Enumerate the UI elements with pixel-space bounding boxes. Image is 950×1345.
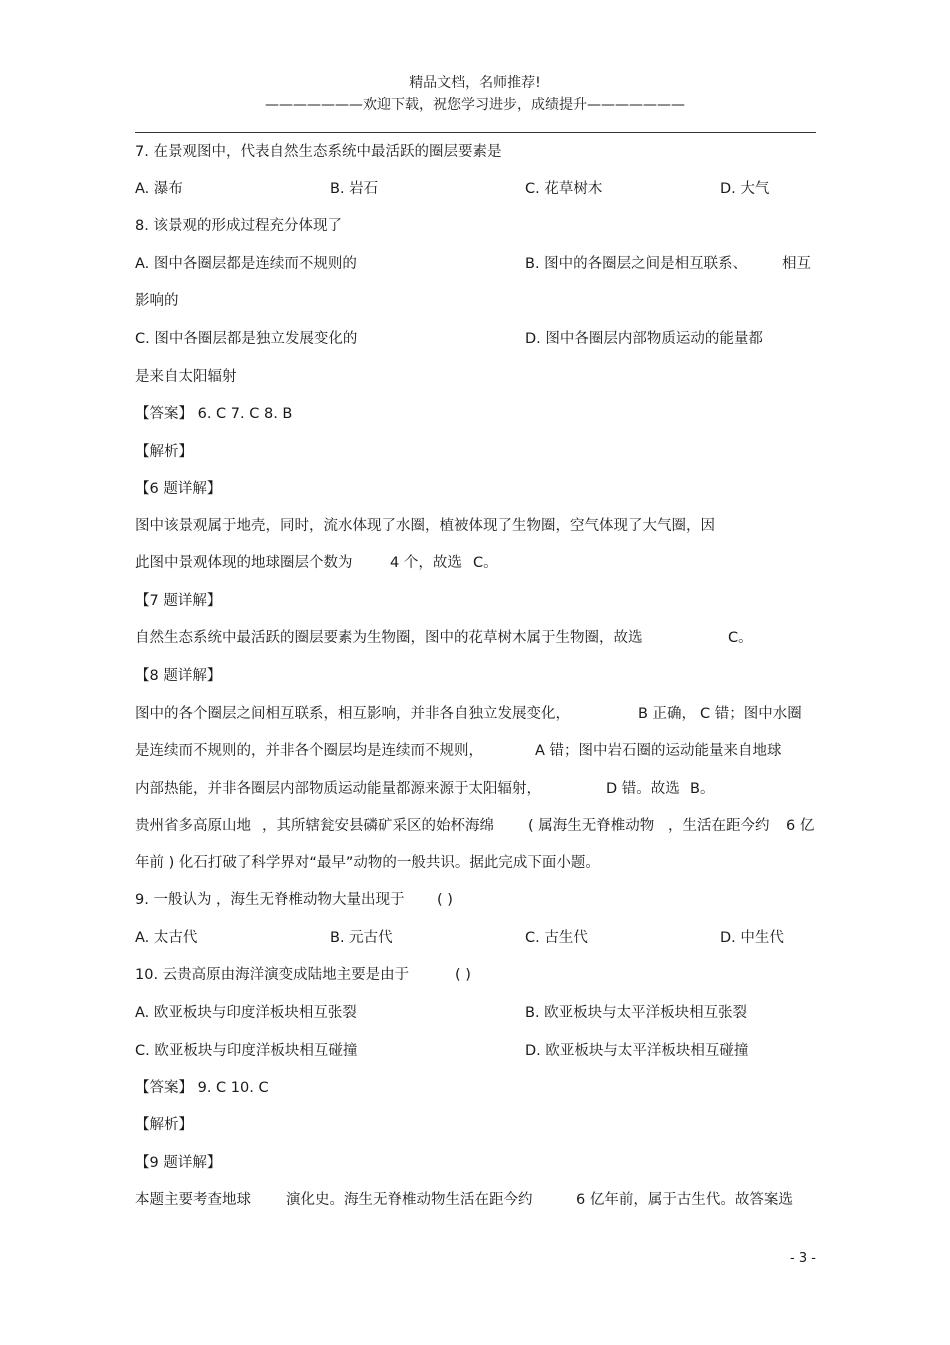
analysis-heading-2: 【解析】: [135, 1117, 193, 1133]
q10-option-d: D. 欧亚板块与太平洋板块相互碰撞: [525, 1043, 749, 1059]
q9-answer-blank: ( ): [437, 892, 453, 908]
detail-9-line1-c: 6 亿年前，属于古生代。故答案选: [576, 1192, 793, 1208]
detail-8-line1: 图中的各个圈层之间相互联系，相互影响，并非各自独立发展变化，: [135, 706, 570, 722]
passage-line1: 贵州省多高原山地: [135, 818, 251, 834]
q8-option-b-cont: 相互: [782, 256, 811, 272]
passage-line1-b: ，其所辖瓮安县磷矿采区的始杯海绵: [262, 818, 494, 834]
q7-option-b: B. 岩石: [330, 181, 379, 197]
q9-option-b: B. 元古代: [330, 930, 393, 946]
q8-option-d-wrap: 是来自太阳辐射: [135, 369, 237, 385]
q9-option-c: C. 古生代: [525, 930, 588, 946]
answer-9-10: 【答案】 9. C 10. C: [135, 1080, 269, 1096]
header-title: 精品文档，名师推荐!: [409, 75, 541, 91]
q10-option-a: A. 欧亚板块与印度洋板块相互张裂: [135, 1005, 357, 1021]
q8-option-b-wrap: 影响的: [135, 293, 179, 309]
detail-8-line3: 内部热能，并非各圈层内部物质运动能量都源来源于太阳辐射，: [135, 781, 541, 797]
q10-stem: 10. 云贵高原由海洋演变成陆地主要是由于: [135, 967, 410, 983]
detail-8-line2: 是连续而不规则的，并非各个圈层均是连续而不规则，: [135, 743, 483, 759]
q7-option-a: A. 瀑布: [135, 181, 183, 197]
q9-option-a: A. 太古代: [135, 930, 198, 946]
detail-6-line1: 图中该景观属于地壳，同时，流水体现了水圈，植被体现了生物圈，空气体现了大气圈，因: [135, 518, 715, 534]
q8-option-c: C. 图中各圈层都是独立发展变化的: [135, 331, 358, 347]
q8-stem: 8. 该景观的形成过程充分体现了: [135, 218, 342, 234]
q7-stem: 7. 在景观图中，代表自然生态系统中最活跃的圈层要素是: [135, 144, 502, 160]
passage-line1-c: ( 属海生无脊椎动物: [528, 818, 655, 834]
detail-8-line2-b: A 错；图中岩石圈的运动能量来自地球: [535, 743, 782, 759]
detail-6-line2-b: 4 个，故选: [390, 555, 462, 571]
header-divider: [135, 132, 816, 133]
q10-option-b: B. 欧亚板块与太平洋板块相互张裂: [525, 1005, 748, 1021]
detail-7-title: 【7 题详解】: [135, 593, 222, 609]
q7-option-d: D. 大气: [720, 181, 770, 197]
page-number: - 3 -: [790, 1251, 816, 1266]
detail-8-line1-b: B 正确，: [638, 706, 697, 722]
answer-6-8: 【答案】 6. C 7. C 8. B: [135, 406, 293, 422]
q8-option-a: A. 图中各圈层都是连续而不规则的: [135, 256, 357, 272]
detail-7-line1: 自然生态系统中最活跃的圈层要素为生物圈，图中的花草树木属于生物圈，故选: [135, 630, 643, 646]
detail-7-line1-b: C。: [728, 630, 753, 646]
detail-6-line2: 此图中景观体现的地球圈层个数为: [135, 555, 353, 571]
detail-6-line2-c: C。: [473, 555, 498, 571]
detail-9-line1: 本题主要考查地球: [135, 1192, 251, 1208]
passage-line1-d: ，生活在距今约: [668, 818, 770, 834]
q8-option-d: D. 图中各圈层内部物质运动的能量都: [525, 331, 763, 347]
detail-8-title: 【8 题详解】: [135, 668, 222, 684]
detail-9-line1-b: 演化史。海生无脊椎动物生活在距今约: [286, 1192, 533, 1208]
detail-8-line3-b: D 错。故选: [606, 781, 680, 797]
analysis-heading: 【解析】: [135, 444, 193, 460]
q9-option-d: D. 中生代: [720, 930, 784, 946]
q10-answer-blank: ( ): [455, 967, 471, 983]
detail-8-line1-c: C 错；图中水圈: [700, 706, 802, 722]
q10-option-c: C. 欧亚板块与印度洋板块相互碰撞: [135, 1043, 358, 1059]
detail-9-title: 【9 题详解】: [135, 1155, 222, 1171]
detail-8-line3-c: B。: [690, 781, 715, 797]
detail-6-title: 【6 题详解】: [135, 481, 222, 497]
q9-stem: 9. 一般认为 ，海生无脊椎动物大量出现于: [135, 892, 405, 908]
q7-option-c: C. 花草树木: [525, 181, 603, 197]
q8-option-b: B. 图中的各圈层之间是相互联系、: [525, 256, 748, 272]
header-subtitle: ———————欢迎下载，祝您学习进步，成绩提升———————: [265, 97, 685, 113]
passage-line1-e: 6 亿: [786, 818, 815, 834]
passage-line2: 年前 ) 化石打破了科学界对“最早”动物的一般共识。据此完成下面小题。: [135, 855, 600, 871]
